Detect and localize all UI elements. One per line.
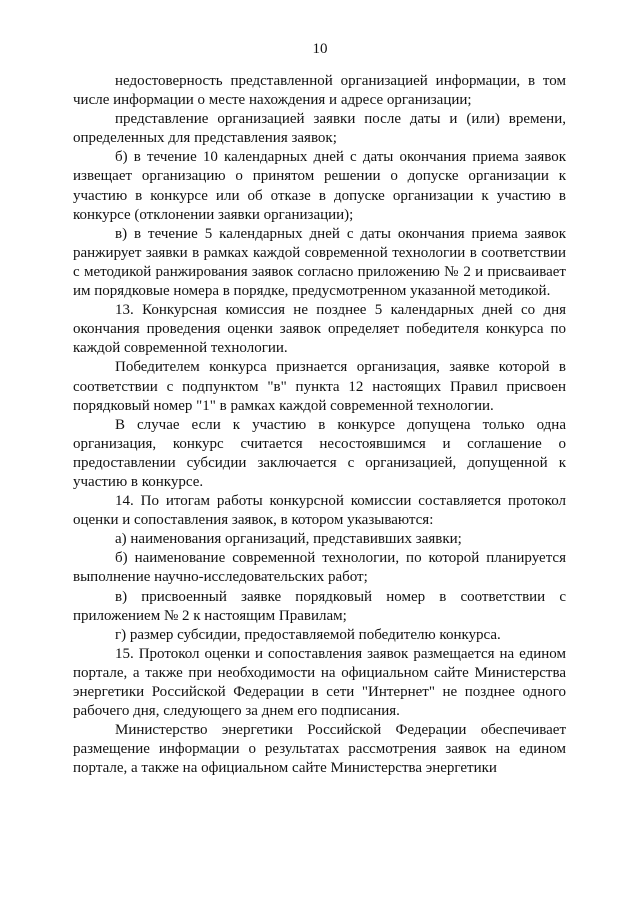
paragraph-section-15: 15. Протокол оценки и сопоставления заявок размещается на едином портале, а также при необходимости на официальном сайте Министерства энергетики Российской Федерации в сети "Интернет" не позднее одного рабочего дня, следующего за днем его подписания.	[73, 645, 566, 720]
paragraph-item-a: а) наименования организаций, представивших заявки;	[115, 531, 462, 548]
paragraph-section-13: 13. Конкурсная комиссия не позднее 5 календарных дней со дня окончания проведения оценки заявок определяет победителя конкурса по каждой современной технологии.	[73, 302, 566, 357]
paragraph-item-g: г) размер субсидии, предоставляемой победителю конкурса.	[115, 626, 501, 643]
paragraph-ministry-publication: Министерство энергетики Российской Федерации обеспечивает размещение информации о результатах рассмотрения заявок на едином портале, а также на официальном сайте Министерства энергетики	[73, 722, 566, 777]
paragraph-winner-definition: Победителем конкурса признается организация, заявке которой в соответствии с подпунктом "в" пункта 12 настоящих Правил присвоен порядковый номер "1" в рамках каждой современной технологии.	[73, 359, 566, 414]
paragraph-unreliable-information: недостоверность представленной организацией информации, в том числе информации о месте нахождения и адресе организации;	[73, 73, 566, 109]
paragraph-section-14: 14. По итогам работы конкурсной комиссии составляется протокол оценки и сопоставления заявок, в котором указываются:	[73, 493, 566, 529]
paragraph-item-v-ranking: в) в течение 5 календарных дней с даты окончания приема заявок ранжирует заявки в рамках каждой современной технологии в соответствии с методикой ранжирования заявок согласно приложению № 2 и присваивает им порядковые номера в порядке, предусмотренном указанной методикой.	[73, 225, 566, 300]
paragraph-item-b-notification: б) в течение 10 календарных дней с даты окончания приема заявок извещает организацию о принятом решении о допуске организации к участию в конкурсе или об отказе в допуске организации к участию в конкурсе (отклонении заявки организации);	[73, 149, 566, 223]
page-number: 10	[312, 41, 328, 57]
paragraph-item-b: б) наименование современной технологии, по которой планируется выполнение научно-исследовательских работ;	[73, 550, 566, 586]
paragraph-single-participant: В случае если к участию в конкурсе допущена только одна организация, конкурс считается несостоявшимся и соглашение о предоставлении субсидии заключается с организацией, допущенной к участию в конкурсе.	[73, 416, 566, 490]
paragraph-late-submission: представление организацией заявки после даты и (или) времени, определенных для представления заявок;	[73, 111, 566, 147]
document-body	[73, 72, 566, 778]
paragraph-item-v: в) присвоенный заявке порядковый номер в соответствии с приложением № 2 к настоящим Правилам;	[73, 588, 566, 624]
